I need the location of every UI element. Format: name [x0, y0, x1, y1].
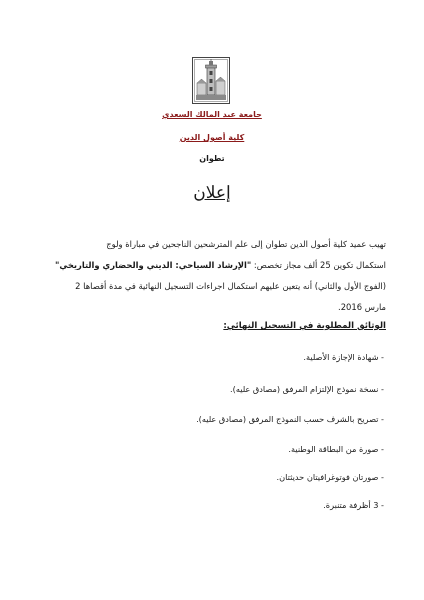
document-item: - نسخة نموذج الإلتزام المرفق (مصادق عليه). [230, 384, 384, 394]
document-item: - صورة من البطاقة الوطنية. [288, 444, 384, 454]
specialization-name: "الإرشاد السياحي: الديني والحضاري والتاريخي" [54, 260, 252, 270]
faculty-name: كلية أصول الدين [179, 133, 245, 142]
announcement-title: إعلان [193, 183, 231, 203]
document-item: - تصريح بالشرف حسب النموذج المرفق (مصادق عليه). [196, 414, 384, 424]
announcement-line-3: (الفوج الأول والثاني) أنه يتعين عليهم استكمال اجراءات التسجيل النهائية في مدة أقصاها 2 [75, 281, 386, 291]
document-item: - صورتان فوتوغرافيتان حديثتان. [276, 472, 384, 482]
announcement-line-2-text: استكمال تكوين 25 ألف مجاز تخصص: [251, 260, 386, 270]
announcement-body [38, 234, 386, 318]
university-logo-icon [192, 57, 230, 104]
document-item: - شهادة الإجازة الأصلية. [303, 352, 384, 362]
announcement-line-2 [38, 255, 386, 276]
document-item: - 3 أظرفة متنبرة. [323, 500, 384, 510]
required-documents-heading: الوثائق المطلوبة في التسجيل النهائي: [223, 321, 386, 331]
announcement-line-4: مارس 2016. [338, 302, 386, 312]
city-name: تطوان [199, 154, 225, 163]
announcement-line-1: تهيب عميد كلية أصول الدين تطوان إلى علم المترشحين الناجحين في مباراة ولوج [106, 239, 386, 249]
university-name: جامعة عبد المالك السعدي [162, 110, 262, 119]
